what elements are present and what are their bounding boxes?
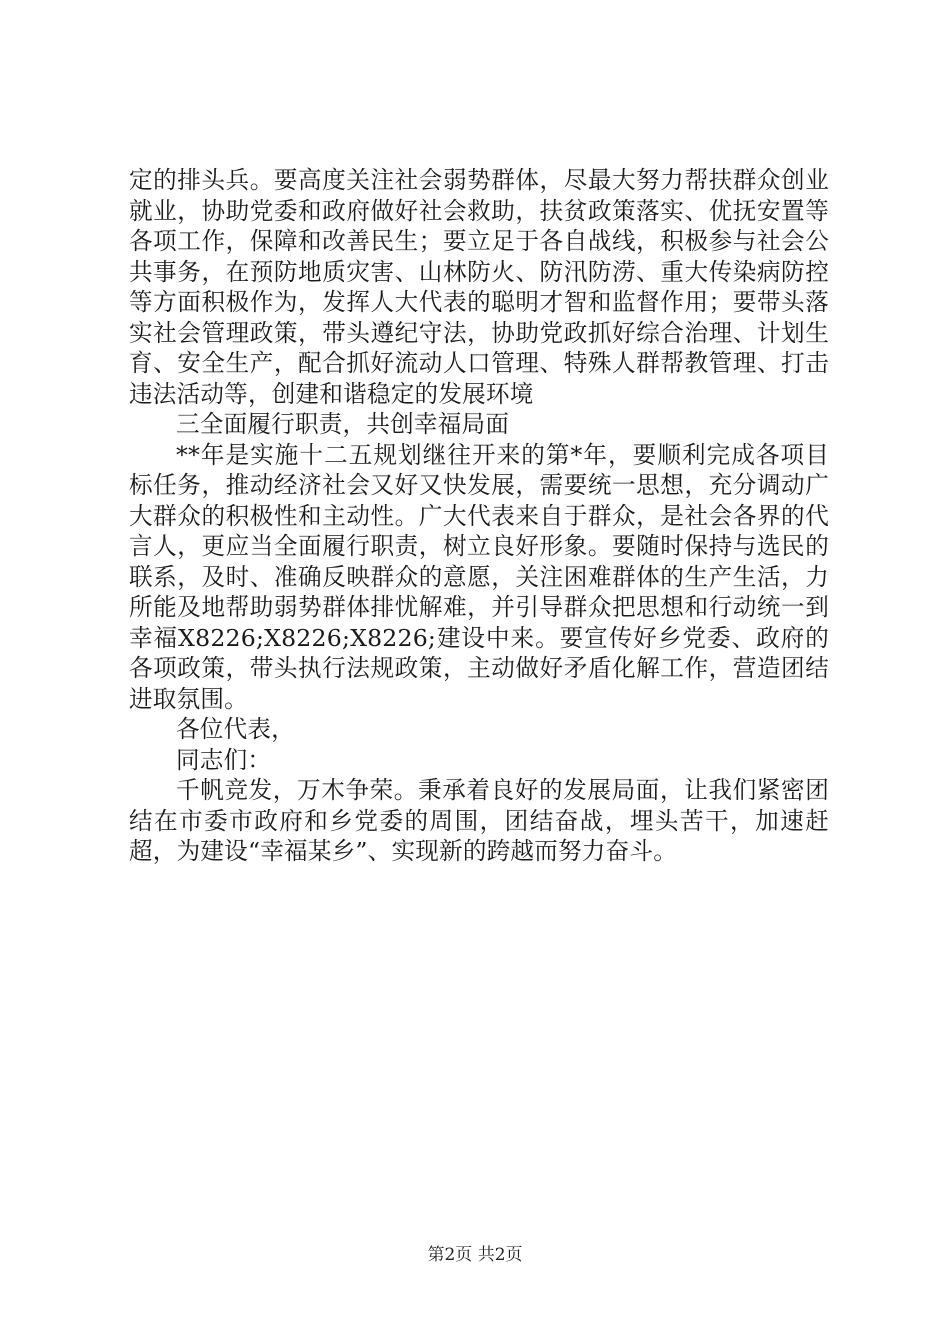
page-number-footer: 第2页 共2页 xyxy=(427,1245,523,1265)
closing-paragraph: 千帆竞发，万木争荣。秉承着良好的发展局面，让我们紧密团结在市委市政府和乡党委的周围，团结奋战，埋头苦干，加速赶超，为建设“幸福某乡”、实现新的跨越而努力奋斗。 xyxy=(129,776,829,865)
salutation-delegates: 各位代表， xyxy=(176,715,295,743)
document-body xyxy=(129,165,829,867)
section-heading: 三全面履行职责，共创幸福局面 xyxy=(176,410,510,438)
paragraph-1: 定的排头兵。要高度关注社会弱势群体，尽最大努力帮扶群众创业就业，协助党委和政府做好社会救助，扶贫政策落实、优抚安置等各项工作，保障和改善民生；要立足于各自战线，积极参与社会公共事务，在预防地质灾害、山林防火、防汛防涝、重大传染病防控等方面积极作为，发挥人大代表的聪明才智和监督作用；要带头落实社会管理政策，带头遵纪守法，协助党政抓好综合治理、计划生育、安全生产，配合抓好流动人口管理、特殊人群帮教管理、打击违法活动等，创建和谐稳定的发展环境 xyxy=(129,166,829,408)
salutation-comrades: 同志们： xyxy=(176,745,272,774)
paragraph-2: **年是实施十二五规划继往开来的第*年，要顺利完成各项目标任务，推动经济社会又好又快发展，需要统一思想，充分调动广大群众的积极性和主动性。广大代表来自于群众，是社会各界的代言人，更应当全面履行职责，树立良好形象。要随时保持与选民的联系，及时、准确反映群众的意愿，关注困难群体的生产生活，力所能及地帮助弱势群体排忧解难，并引导群众把思想和行动统一到幸福X8226;X8226;X8226;建设中来。要宣传好乡党委、政府的各项政策，带头执行法规政策，主动做好矛盾化解工作，营造团结进取氛围。 xyxy=(129,440,829,713)
